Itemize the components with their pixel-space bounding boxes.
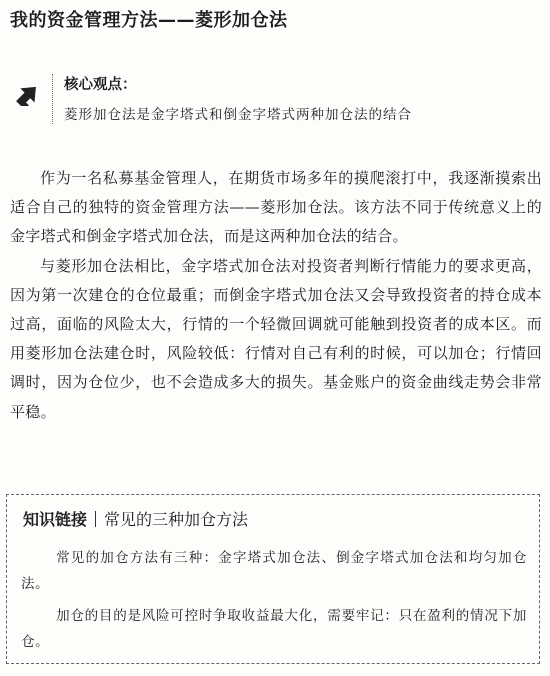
page-title: 我的资金管理方法——菱形加仓法 (10, 10, 288, 31)
body-paragraph: 与菱形加仓法相比，金字塔式加仓法对投资者判断行情能力的要求更高，因为第一次建仓的仓位最重；而倒金字塔式加仓法又会导致投资者的持仓成本过高，面临的风险太大，行情的一个轻微回调就可能触到投资者的成本区。而用菱形加仓法建仓时，风险较低：行情对自己有利的时候，可以加仓；行情回调时，因为仓位少，也不会造成多大的损失。基金账户的资金曲线走势会非常平稳。 (10, 256, 542, 421)
knowledge-paragraph: 常见的加仓方法有三种：金字塔式加仓法、倒金字塔式加仓法和均匀加仓法。 (21, 550, 527, 592)
core-point-label: 核心观点： (64, 77, 137, 93)
core-divider (52, 74, 53, 124)
body-paragraph: 作为一名私募基金管理人，在期货市场多年的摸爬滚打中，我逐渐摸索出适合自己的独特的资金管理方法——菱形加仓法。该方法不同于传统意义上的金字塔式和倒金字塔式加仓法，而是这两种加仓法的结合。 (10, 169, 542, 246)
header-separator (95, 511, 96, 527)
knowledge-link-header (23, 507, 248, 530)
core-point-text: 菱形加仓法是金字塔式和倒金字塔式两种加仓法的结合 (64, 107, 412, 123)
knowledge-link-label: 知识链接 (23, 510, 88, 529)
knowledge-link-title: 常见的三种加仓方法 (104, 510, 249, 529)
knowledge-link-box (6, 494, 540, 664)
article-body (10, 164, 542, 427)
knowledge-link-body (21, 545, 527, 661)
arrow-icon (8, 76, 44, 106)
knowledge-paragraph: 加仓的目的是风险可控时争取收益最大化，需要牢记：只在盈利的情况下加仓。 (21, 608, 527, 650)
